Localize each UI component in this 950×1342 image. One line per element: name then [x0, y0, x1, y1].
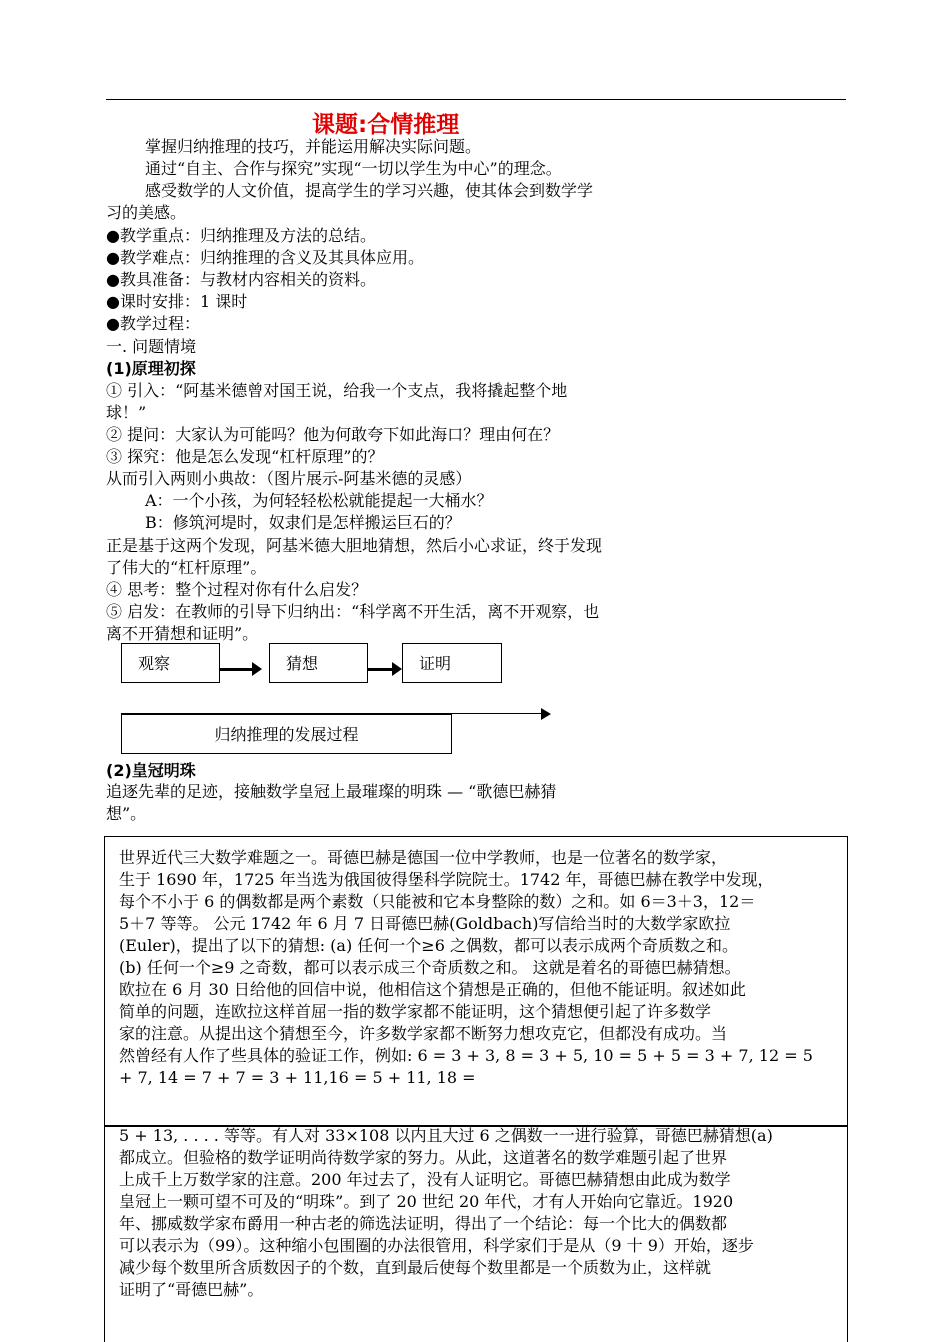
- flow-caption-box: 归纳推理的发展过程: [121, 714, 452, 754]
- story-line: 简单的问题，连欧拉这样首屈一指的数学家都不能证明，这个猜想便引起了许多数学: [119, 1002, 712, 1021]
- text-line: A：一个小孩，为何轻轻松松就能提起一大桶水？: [145, 491, 493, 510]
- story-line: 欧拉在 6 月 30 日给他的回信中说，他相信这个猜想是正确的，但他不能证明。叙述如此: [119, 980, 746, 999]
- subsection-heading: (2)皇冠明珠: [106, 761, 196, 780]
- flow-arrow-icon: [368, 668, 394, 671]
- arrow-head-icon: [252, 662, 262, 676]
- story-line: 减少每个数里所含质数因子的个数，直到最后使每个数里都是一个质数为止，这样就: [119, 1258, 712, 1277]
- goldbach-story-box-continued: [104, 1126, 848, 1342]
- flow-step-prove: 证明: [402, 643, 502, 683]
- flow-step-observe: 观察: [121, 643, 220, 683]
- bullet-item: ●教学重点：归纳推理及方法的总结。: [106, 226, 376, 245]
- story-line: 皇冠上一颗可望不可及的“明珠”。到了 20 世纪 20 年代，才有人开始向它靠近。1920: [119, 1192, 734, 1211]
- objective-line: 感受数学的人文价值，提高学生的学习兴趣，使其体会到数学学: [145, 181, 594, 200]
- top-rule: [106, 99, 846, 100]
- page-title: 课题:合情推理: [312, 112, 460, 138]
- text-line: ④ 思考：整个过程对你有什么启发？: [106, 580, 368, 599]
- section-heading: 一. 问题情境: [106, 337, 197, 356]
- story-line: 世界近代三大数学难题之一。哥德巴赫是德国一位中学教师，也是一位著名的数学家，: [119, 848, 728, 867]
- text-line: 从而引入两则小典故：（图片展示-阿基米德的灵感）: [106, 469, 472, 488]
- story-line: 然曾经有人作了些具体的验证工作，例如: 6 = 3 + 3, 8 = 3 + 5, 10 = 5 + 5 = 3 + 7, 12 = 5: [119, 1046, 813, 1065]
- objective-line: 通过“自主、合作与探究”实现“一切以学生为中心”的理念。: [145, 159, 562, 178]
- text-line: ② 提问：大家认为可能吗？他为何敢夸下如此海口？理由何在？: [106, 425, 560, 444]
- text-line: 球！”: [106, 403, 147, 422]
- objective-line: 习的美感。: [106, 203, 187, 222]
- text-line: 想”。: [106, 804, 147, 823]
- bullet-item: ●教学过程：: [106, 314, 200, 333]
- story-line: + 7, 14 = 7 + 7 = 3 + 11,16 = 5 + 11, 18 =: [119, 1068, 476, 1087]
- flow-arrow-icon: [220, 668, 254, 671]
- bullet-item: ●课时安排：1 课时: [106, 292, 248, 311]
- story-line: 上成千上万数学家的注意。200 年过去了，没有人证明它。哥德巴赫猜想由此成为数学: [119, 1170, 731, 1189]
- arrow-head-icon: [541, 708, 551, 720]
- text-line: ① 引入：“阿基米德曾对国王说，给我一个支点，我将撬起整个地: [106, 381, 568, 400]
- flow-step-conjecture: 猜想: [269, 643, 368, 683]
- story-line: 每个不小于 6 的偶数都是两个素数（只能被和它本身整除的数）之和。如 6＝3＋3，12＝: [119, 892, 756, 911]
- story-line: 都成立。但验格的数学证明尚待数学家的努力。从此，这道著名的数学难题引起了世界: [119, 1148, 728, 1167]
- text-line: ⑤ 启发：在教师的引导下归纳出：“科学离不开生活，离不开观察，也: [106, 602, 600, 621]
- story-line: 5＋7 等等。 公元 1742 年 6 月 7 日哥德巴赫(Goldbach)写信给当时的大数学家欧拉: [119, 914, 731, 933]
- text-line: B：修筑河堤时，奴隶们是怎样搬运巨石的？: [145, 513, 461, 532]
- story-line: (b) 任何一个≥9 之奇数，都可以表示成三个奇质数之和。 这就是着名的哥德巴赫猜想。: [119, 958, 741, 977]
- story-line: 证明了“哥德巴赫”。: [119, 1280, 264, 1299]
- story-line: 年、挪威数学家布爵用一种古老的筛选法证明，得出了一个结论：每一个比大的偶数都: [119, 1214, 728, 1233]
- text-line: 离不开猜想和证明”。: [106, 624, 259, 643]
- goldbach-story-box: [104, 836, 848, 1126]
- objective-line: 掌握归纳推理的技巧，并能运用解决实际问题。: [145, 137, 482, 156]
- story-line: 生于 1690 年，1725 年当选为俄国彼得堡科学院院士。1742 年，哥德巴赫在教学中发现，: [119, 870, 774, 889]
- story-line: (Euler)，提出了以下的猜想: (a) 任何一个≥6 之偶数，都可以表示成两个奇质数之和。: [119, 936, 738, 955]
- text-line: 追逐先辈的足迹，接触数学皇冠上最璀璨的明珠 — “歌德巴赫猜: [106, 782, 557, 801]
- story-line: 家的注意。从提出这个猜想至今，许多数学家都不断努力想攻克它，但都没有成功。当: [119, 1024, 728, 1043]
- story-line: 5 + 13, . . . . 等等。有人对 33×108 以内且大过 6 之偶数一一进行验算，哥德巴赫猜想(a): [119, 1126, 773, 1145]
- story-line: 可以表示为（99）。这种缩小包围圈的办法很管用，科学家们于是从（9 十 9）开始，逐步: [119, 1236, 754, 1255]
- arrow-head-icon: [392, 662, 402, 676]
- subsection-heading: (1)原理初探: [106, 359, 196, 378]
- text-line: 正是基于这两个发现，阿基米德大胆地猜想，然后小心求证，终于发现: [106, 536, 603, 555]
- bullet-item: ●教具准备：与教材内容相关的资料。: [106, 270, 376, 289]
- bullet-item: ●教学难点：归纳推理的含义及其具体应用。: [106, 248, 424, 267]
- text-line: 了伟大的“杠杆原理”。: [106, 558, 267, 577]
- text-line: ③ 探究：他是怎么发现“杠杆原理”的？: [106, 447, 384, 466]
